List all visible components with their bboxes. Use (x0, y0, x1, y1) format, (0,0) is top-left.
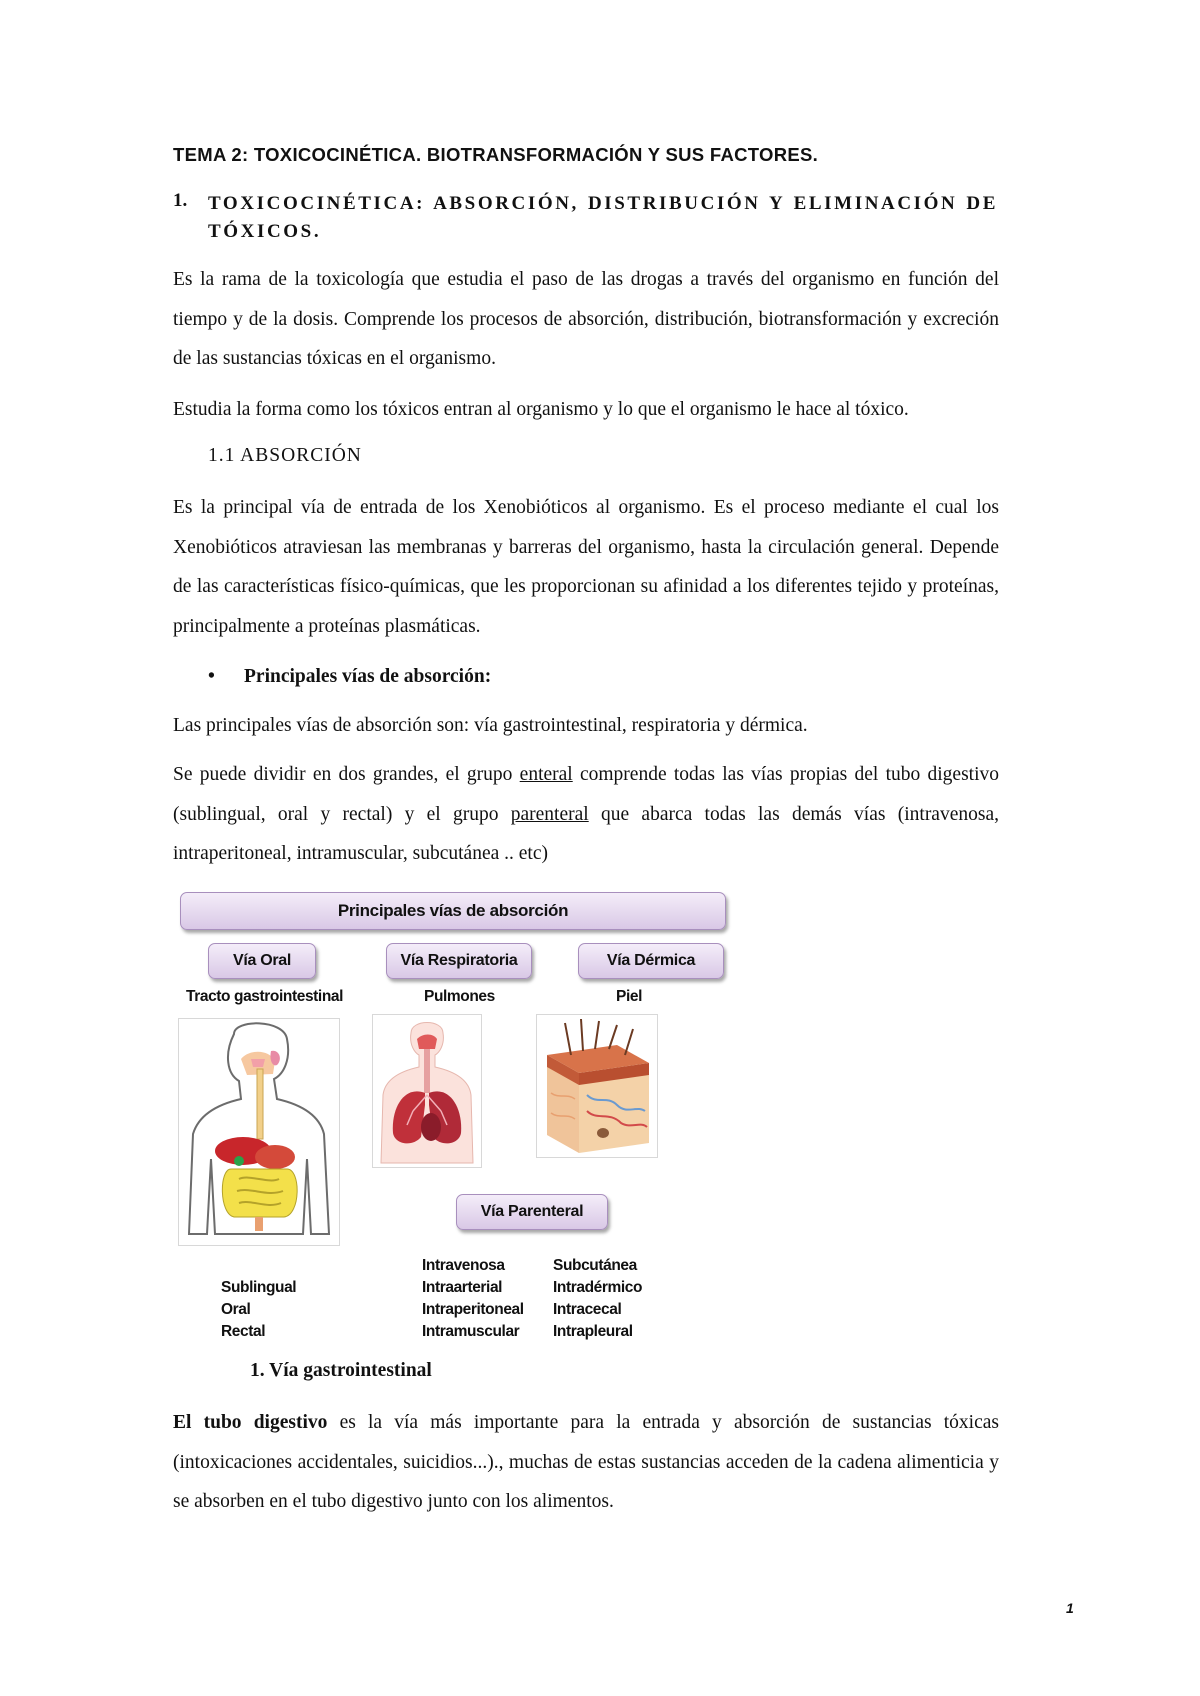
grupos-paragraph (173, 755, 999, 874)
parenteral-routes-right (553, 1255, 642, 1343)
vias-paragraph: Las principales vías de absorción son: vía gastrointestinal, respiratoria y dérmica. (173, 715, 808, 736)
subsection-heading-gastrointestinal: 1. Vía gastrointestinal (250, 1360, 432, 1381)
parenteral-route-item: Intradérmico (553, 1279, 643, 1296)
bullet-symbol: • (208, 666, 215, 687)
dermica-caption: Piel (616, 988, 642, 1005)
parenteral-term: parenteral (510, 803, 589, 825)
absorcion-paragraph: Es la principal vía de entrada de los Xenobióticos al organismo. Es el proceso mediante el cual los Xenobióticos atraviesan las membranas y barreras del organismo, hasta la circulación general. Depende de las características físico-químicas, que les proporcionan su afinidad a los diferentes tejido y proteínas, principalmente a proteínas plasmáticas. (173, 497, 999, 637)
parenteral-route-item: Intravenosa (422, 1257, 505, 1274)
parenteral-route-item: Intrapleural (553, 1323, 633, 1340)
parenteral-route-item: Intracecal (553, 1301, 622, 1318)
via-parenteral-label: Vía Parenteral (456, 1194, 608, 1230)
lungs-illustration (373, 1015, 481, 1167)
parenteral-route-item: Intraperitoneal (422, 1301, 524, 1318)
skin-illustration (537, 1015, 657, 1157)
gi-text: es la vía más importante para la entrada y absorción de sustancias tóxicas (intoxicaciones accidentales, suicidios...)., muchas de estas sustancias acceden de la cadena alimenticia y se absorben en el tubo digestivo junto con los alimentos. (173, 1412, 999, 1512)
parenteral-route-item: Subcutánea (553, 1257, 637, 1274)
parenteral-route-item: Intramuscular (422, 1323, 520, 1340)
grupos-text-2: comprende todas las vías propias del tubo digestivo (sublingual, oral y rectal) y el grupo (173, 764, 999, 825)
via-respiratoria-label: Vía Respiratoria (386, 943, 532, 979)
gastrointestinal-paragraph (173, 1403, 999, 1522)
parenteral-routes-left (422, 1255, 524, 1343)
oral-route-item: Oral (221, 1301, 251, 1318)
respiratoria-caption: Pulmones (424, 988, 495, 1005)
page-number: 1 (1066, 1600, 1074, 1616)
intro-paragraph-2: Estudia la forma como los tóxicos entran al organismo y lo que el organismo le hace al tóxico. (173, 399, 909, 420)
oral-route-item: Sublingual (221, 1279, 297, 1296)
digestive-illustration (179, 1019, 339, 1245)
parenteral-route-item: Intraarterial (422, 1279, 503, 1296)
bullet-text: Principales vías de absorción: (244, 666, 492, 687)
figure-header: Principales vías de absorción (180, 892, 726, 930)
grupos-text-3: que abarca todas las demás vías (intravenosa, intraperitoneal, intramuscular, subcutánea .. etc) (173, 803, 999, 864)
section-number: 1. (173, 190, 188, 211)
oral-routes-list (221, 1277, 296, 1343)
absorption-routes-figure (176, 888, 732, 1344)
oral-route-item: Rectal (221, 1323, 266, 1340)
gi-bold-term: El tubo digestivo (173, 1412, 328, 1433)
digestive-system-image (178, 1018, 340, 1246)
bullet-heading (208, 666, 491, 688)
enteral-term: enteral (519, 764, 573, 785)
skin-image (536, 1014, 658, 1158)
subsection-heading-absorcion: 1.1 ABSORCIÓN (208, 445, 362, 466)
oral-caption: Tracto gastrointestinal (186, 988, 344, 1005)
via-oral-label: Vía Oral (208, 943, 316, 979)
grupos-text-1: Se puede dividir en dos grandes, el grupo (173, 764, 520, 785)
section-heading: TOXICOCINÉTICA: ABSORCIÓN, DISTRIBUCIÓN Y ELIMINACIÓN DE TÓXICOS. (208, 193, 998, 242)
document-title: TEMA 2: TOXICOCINÉTICA. BIOTRANSFORMACIÓN Y SUS FACTORES. (173, 144, 819, 165)
intro-paragraph: Es la rama de la toxicología que estudia el paso de las drogas a través del organismo en función del tiempo y de la dosis. Comprende los procesos de absorción, distribución, biotransformación y excreción de las sustancias tóxicas en el organismo. (173, 269, 999, 369)
via-dermica-label: Vía Dérmica (578, 943, 724, 979)
lungs-image (372, 1014, 482, 1168)
